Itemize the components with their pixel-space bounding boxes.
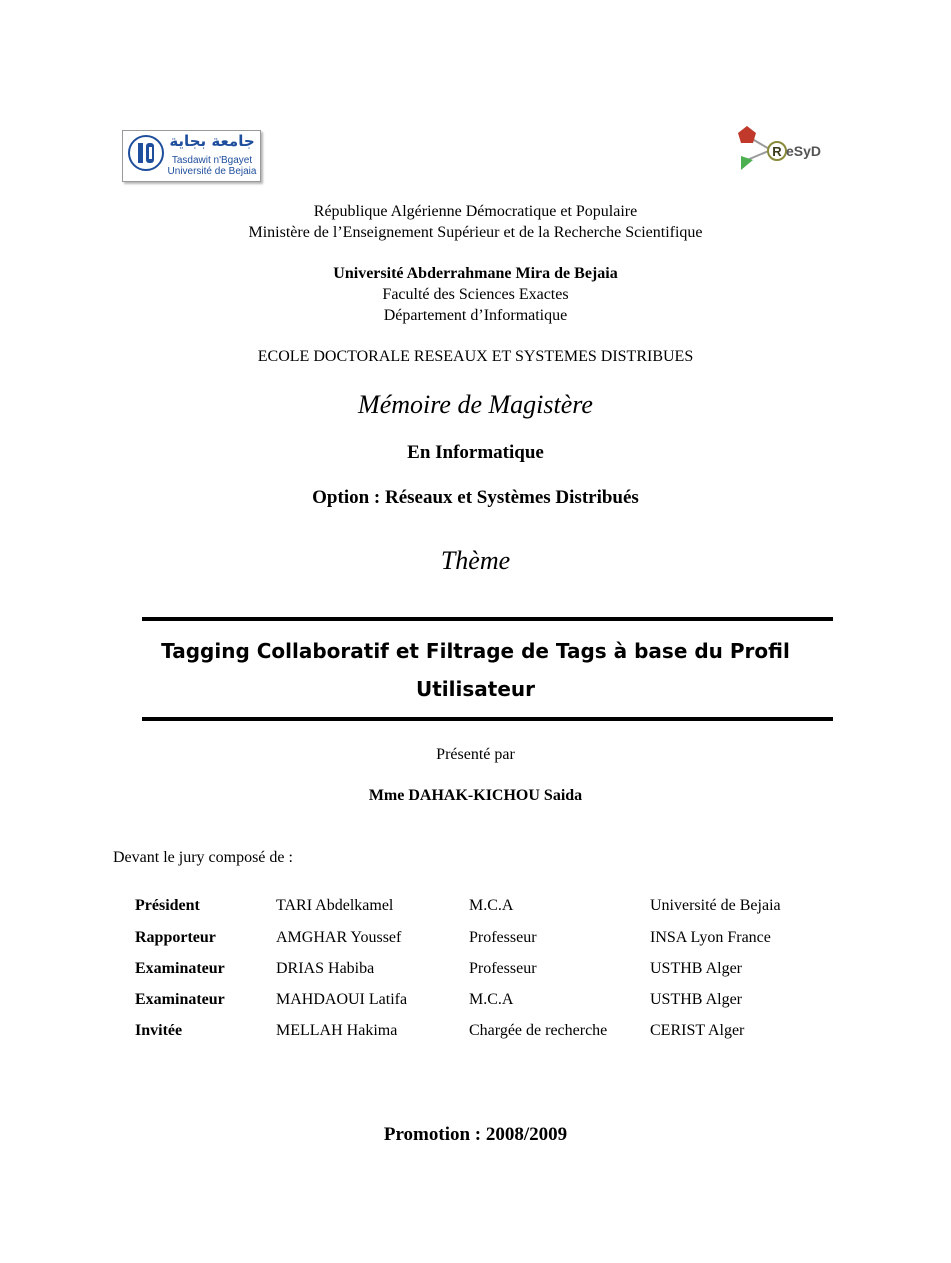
faculty-name: Faculté des Sciences Exactes: [382, 286, 569, 303]
university-logo-line2: Université de Bejaia: [167, 166, 257, 177]
jury-rank: Professeur: [469, 929, 537, 946]
resyd-logo-graphic: [733, 122, 833, 178]
jury-role: Rapporteur: [135, 929, 216, 946]
header-ministry: Ministère de l’Enseignement Supérieur et de la Recherche Scientifique: [248, 224, 703, 241]
jury-role: Invitée: [135, 1022, 183, 1039]
jury-name: AMGHAR Youssef: [276, 929, 402, 946]
thesis-title-line1: Tagging Collaboratif et Filtrage de Tags à base du Profil: [161, 639, 790, 663]
svg-text:eSyD: eSyD: [786, 143, 822, 159]
svg-text:R: R: [772, 144, 782, 159]
jury-name: MELLAH Hakima: [276, 1022, 398, 1039]
title-top-rule: [142, 617, 833, 621]
university-logo: [122, 130, 261, 182]
jury-affiliation: CERIST Alger: [650, 1022, 745, 1039]
header-republic: République Algérienne Démocratique et Populaire: [313, 203, 638, 220]
promotion: Promotion : 2008/2009: [383, 1124, 568, 1145]
degree-option: Option : Réseaux et Systèmes Distribués: [312, 487, 639, 508]
jury-role: Président: [135, 897, 200, 914]
university-logo-arabic: جامعة بجاية: [169, 132, 255, 150]
jury-affiliation: INSA Lyon France: [650, 929, 771, 946]
jury-affiliation: USTHB Alger: [650, 991, 742, 1008]
resyd-logo: [733, 122, 833, 178]
degree-type: Mémoire de Magistère: [358, 390, 593, 419]
jury-role: Examinateur: [135, 960, 225, 977]
jury-role: Examinateur: [135, 991, 225, 1008]
doctoral-school: ECOLE DOCTORALE RESEAUX ET SYSTEMES DISTRIBUES: [257, 348, 694, 365]
jury-name: TARI Abdelkamel: [276, 897, 394, 914]
department-name: Département d’Informatique: [383, 307, 568, 324]
title-bottom-rule: [142, 717, 833, 721]
thesis-title-line2: Utilisateur: [416, 677, 535, 701]
jury-affiliation: Université de Bejaia: [650, 897, 781, 914]
jury-name: MAHDAOUI Latifa: [276, 991, 408, 1008]
university-seal-icon: [127, 134, 165, 172]
university-name: Université Abderrahmane Mira de Bejaia: [333, 265, 618, 282]
presented-by-label: Présenté par: [436, 746, 515, 763]
jury-rank: M.C.A: [469, 991, 514, 1008]
jury-name: DRIAS Habiba: [276, 960, 375, 977]
theme-label: Thème: [440, 546, 511, 575]
jury-intro: Devant le jury composé de :: [113, 849, 293, 866]
jury-affiliation: USTHB Alger: [650, 960, 742, 977]
jury-rank: M.C.A: [469, 897, 514, 914]
jury-rank: Chargée de recherche: [469, 1022, 608, 1039]
jury-rank: Professeur: [469, 960, 537, 977]
author-name: Mme DAHAK-KICHOU Saida: [368, 787, 583, 804]
university-logo-line1: Tasdawit n'Bgayet: [171, 155, 253, 166]
degree-field: En Informatique: [407, 442, 544, 463]
